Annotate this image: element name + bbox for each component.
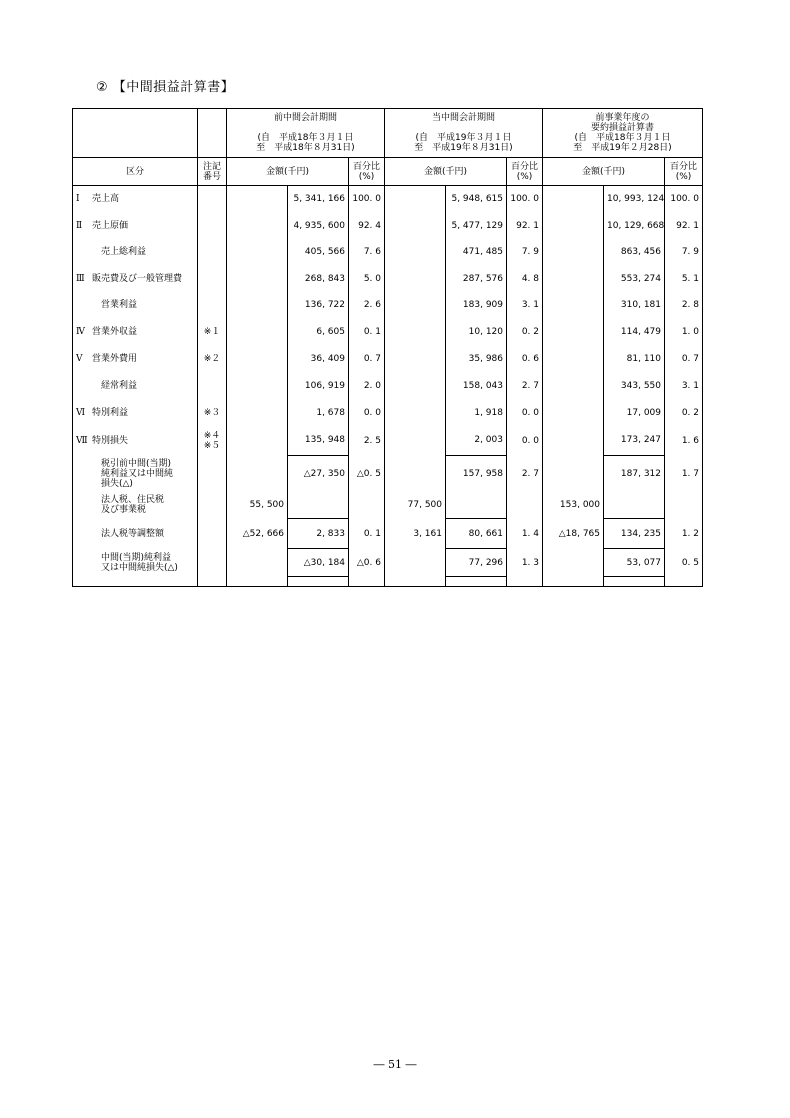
value-cell-p3r: 0. 5 xyxy=(665,549,703,577)
value-cell-p3a xyxy=(543,549,604,577)
row-label-text: 法人税、住民税 及び事業税 xyxy=(101,495,165,515)
value-cell-p1a: 55, 500 xyxy=(227,492,288,519)
value-cell-p2b: 10, 120 xyxy=(446,319,507,346)
value-cell-p1r: 7. 6 xyxy=(349,239,385,266)
value-cell-p1a xyxy=(227,266,288,292)
table-row xyxy=(73,400,703,426)
value-cell-p2r: 1. 3 xyxy=(507,549,543,577)
value-cell-p2a xyxy=(385,239,446,266)
value-cell-p1b: 5, 341, 166 xyxy=(288,186,349,213)
value-cell-p1b: △30, 184 xyxy=(288,549,349,577)
value-cell-p3b: 114, 479 xyxy=(604,319,665,346)
roman-numeral: Ⅴ xyxy=(76,354,83,364)
value-cell-p3a xyxy=(543,346,604,373)
value-cell-p3r: 0. 2 xyxy=(665,400,703,426)
value-cell-p2a xyxy=(385,549,446,577)
value-cell-p2a xyxy=(385,186,446,213)
note-ref xyxy=(198,266,227,292)
value-cell-p3b: 343, 550 xyxy=(604,373,665,400)
value-cell-p1r: 0. 1 xyxy=(349,519,385,549)
value-cell-p1a xyxy=(227,213,288,239)
table-row xyxy=(73,426,703,456)
value-cell-p2r: 0. 0 xyxy=(507,426,543,456)
note-ref xyxy=(198,213,227,239)
section-title: ② 【中間損益計算書】 xyxy=(96,80,235,95)
value-cell-p2r: 3. 1 xyxy=(507,292,543,319)
note-ref xyxy=(198,492,227,519)
value-cell-p2b: 5, 948, 615 xyxy=(446,186,507,213)
value-cell-p3a xyxy=(543,319,604,346)
value-cell-p1r: 2. 6 xyxy=(349,292,385,319)
value-cell-p3a xyxy=(543,213,604,239)
value-cell-p2b: 1, 918 xyxy=(446,400,507,426)
value-cell-p2b: 157, 958 xyxy=(446,456,507,492)
value-cell-p3b: 134, 235 xyxy=(604,519,665,549)
value-cell-p3a: 153, 000 xyxy=(543,492,604,519)
value-cell-p2r: 92. 1 xyxy=(507,213,543,239)
row-label xyxy=(73,319,198,346)
row-label xyxy=(73,456,198,492)
row-label-text: 営業外費用 xyxy=(92,354,138,364)
value-cell-p2a xyxy=(385,346,446,373)
row-label-text: 売上高 xyxy=(92,194,120,205)
value-cell-p1r: 5. 0 xyxy=(349,266,385,292)
value-cell-p3b xyxy=(604,492,665,519)
note-ref xyxy=(198,373,227,400)
roman-numeral: Ⅶ xyxy=(76,435,88,446)
value-cell-p1r: 2. 0 xyxy=(349,373,385,400)
value-cell-p1r: 100. 0 xyxy=(349,186,385,213)
value-cell-p2a: 77, 500 xyxy=(385,492,446,519)
value-cell-p1a xyxy=(227,426,288,456)
row-label xyxy=(73,346,198,373)
value-cell-p1a xyxy=(227,346,288,373)
note-text: ※１ xyxy=(203,327,221,337)
period-prior-fiscal-year: 前事業年度の 要約損益計算書 (自 平成18年３月１日 至 平成19年２月28日) xyxy=(543,109,703,158)
row-label-text: 営業外収益 xyxy=(92,327,138,337)
row-label-text: 法人税等調整額 xyxy=(101,528,165,539)
value-cell-p1b: △27, 350 xyxy=(288,456,349,492)
value-cell-p3a xyxy=(543,426,604,456)
value-cell-p3a xyxy=(543,373,604,400)
ratio-header-p2: 百分比 (%) xyxy=(507,158,543,186)
note-ref xyxy=(198,519,227,549)
row-label xyxy=(73,400,198,426)
row-label xyxy=(73,239,198,266)
amount-header-p1: 金額(千円) xyxy=(227,158,349,186)
table-row xyxy=(73,549,703,577)
value-cell-p1b: 135, 948 xyxy=(288,426,349,456)
table-row-spacer xyxy=(73,577,703,587)
period-header-row xyxy=(73,109,703,158)
value-cell-p2b: 158, 043 xyxy=(446,373,507,400)
roman-numeral: Ⅵ xyxy=(76,407,86,418)
value-cell-p1b: 6, 605 xyxy=(288,319,349,346)
value-cell-p3a xyxy=(543,400,604,426)
row-label-text: 売上原価 xyxy=(92,220,129,231)
row-label xyxy=(73,373,198,400)
row-label-text: 販売費及び一般管理費 xyxy=(92,273,183,284)
value-cell-p2b: 287, 576 xyxy=(446,266,507,292)
table-row xyxy=(73,519,703,549)
note-ref xyxy=(198,239,227,266)
note-ref xyxy=(198,186,227,213)
value-cell-p1a xyxy=(227,549,288,577)
note-ref xyxy=(198,400,227,426)
row-label-text: 税引前中間(当期) 純利益又は中間純 損失(△) xyxy=(101,458,174,489)
note-ref xyxy=(198,319,227,346)
note-text: ※４ ※５ xyxy=(203,430,221,451)
table-row xyxy=(73,239,703,266)
value-cell-p2a: 3, 161 xyxy=(385,519,446,549)
value-cell-p3b: 187, 312 xyxy=(604,456,665,492)
note-ref xyxy=(198,426,227,456)
value-cell-p3r: 5. 1 xyxy=(665,266,703,292)
value-cell-p1r: 2. 5 xyxy=(349,426,385,456)
value-cell-p3a xyxy=(543,292,604,319)
value-cell-p2a xyxy=(385,319,446,346)
value-cell-p3b: 10, 993, 124 xyxy=(604,186,665,213)
value-cell-p2r: 0. 2 xyxy=(507,319,543,346)
value-cell-p1b: 136, 722 xyxy=(288,292,349,319)
note-header: 注記 番号 xyxy=(198,158,227,186)
value-cell-p3a xyxy=(543,456,604,492)
value-cell-p2r xyxy=(507,492,543,519)
value-cell-p3r: 92. 1 xyxy=(665,213,703,239)
value-cell-p2b: 183, 909 xyxy=(446,292,507,319)
value-cell-p3a xyxy=(543,239,604,266)
row-label xyxy=(73,186,198,213)
table-row xyxy=(73,373,703,400)
row-label xyxy=(73,292,198,319)
value-cell-p1r: 0. 0 xyxy=(349,400,385,426)
income-statement-table xyxy=(72,108,703,587)
roman-numeral: Ⅲ xyxy=(76,273,85,284)
value-cell-p1a xyxy=(227,239,288,266)
roman-numeral: Ⅳ xyxy=(76,327,85,337)
value-cell-p1r: 92. 4 xyxy=(349,213,385,239)
value-cell-p3r: 1. 6 xyxy=(665,426,703,456)
value-cell-p3r: 1. 7 xyxy=(665,456,703,492)
value-cell-p2a xyxy=(385,373,446,400)
ratio-header-p1: 百分比 (%) xyxy=(349,158,385,186)
value-cell-p1b: 268, 843 xyxy=(288,266,349,292)
value-cell-p1a xyxy=(227,400,288,426)
period-current-interim: 当中間会計期間 (自 平成19年３月１日 至 平成19年８月31日) xyxy=(385,109,543,158)
roman-numeral: Ⅰ xyxy=(76,194,80,205)
ratio-header-p3: 百分比 (%) xyxy=(665,158,703,186)
value-cell-p1r: △0. 5 xyxy=(349,456,385,492)
value-cell-p2a xyxy=(385,266,446,292)
note-ref xyxy=(198,549,227,577)
value-cell-p3r: 3. 1 xyxy=(665,373,703,400)
table-row xyxy=(73,186,703,213)
value-cell-p2b: 80, 661 xyxy=(446,519,507,549)
value-cell-p3b: 553, 274 xyxy=(604,266,665,292)
value-cell-p1b xyxy=(288,492,349,519)
value-cell-p1b: 36, 409 xyxy=(288,346,349,373)
value-cell-p2r: 2. 7 xyxy=(507,456,543,492)
page-number: ― 51 ― xyxy=(373,1058,417,1071)
value-cell-p3a xyxy=(543,266,604,292)
value-cell-p2a xyxy=(385,292,446,319)
value-cell-p2r: 4. 8 xyxy=(507,266,543,292)
value-cell-p3b: 173, 247 xyxy=(604,426,665,456)
value-cell-p1a xyxy=(227,186,288,213)
row-label xyxy=(73,266,198,292)
value-cell-p3b: 17, 009 xyxy=(604,400,665,426)
value-cell-p1r: 0. 1 xyxy=(349,319,385,346)
value-cell-p2a xyxy=(385,213,446,239)
value-cell-p3r: 2. 8 xyxy=(665,292,703,319)
value-cell-p3a xyxy=(543,186,604,213)
value-cell-p1a xyxy=(227,456,288,492)
row-label-text: 営業利益 xyxy=(101,300,138,310)
value-cell-p2a xyxy=(385,400,446,426)
row-label-text: 売上総利益 xyxy=(101,247,147,257)
row-label xyxy=(73,519,198,549)
value-cell-p1b: 2, 833 xyxy=(288,519,349,549)
row-label-text: 特別損失 xyxy=(92,435,129,446)
value-cell-p1b: 1, 678 xyxy=(288,400,349,426)
value-cell-p2b: 471, 485 xyxy=(446,239,507,266)
table-row xyxy=(73,492,703,519)
value-cell-p3b: 863, 456 xyxy=(604,239,665,266)
note-ref xyxy=(198,292,227,319)
value-cell-p2a xyxy=(385,426,446,456)
value-cell-p1r: 0. 7 xyxy=(349,346,385,373)
table-row xyxy=(73,213,703,239)
value-cell-p3r: 1. 2 xyxy=(665,519,703,549)
row-label-text: 特別利益 xyxy=(92,407,129,418)
row-label xyxy=(73,213,198,239)
value-cell-p1a xyxy=(227,319,288,346)
value-cell-p1r xyxy=(349,492,385,519)
value-cell-p2b xyxy=(446,492,507,519)
value-cell-p2r: 0. 0 xyxy=(507,400,543,426)
value-cell-p2b: 35, 986 xyxy=(446,346,507,373)
value-cell-p2b: 2, 003 xyxy=(446,426,507,456)
note-ref xyxy=(198,346,227,373)
row-label xyxy=(73,549,198,577)
table-row xyxy=(73,319,703,346)
row-label xyxy=(73,492,198,519)
table-row xyxy=(73,456,703,492)
value-cell-p3r: 1. 0 xyxy=(665,319,703,346)
value-cell-p3a: △18, 765 xyxy=(543,519,604,549)
value-cell-p2r: 2. 7 xyxy=(507,373,543,400)
row-label-text: 経常利益 xyxy=(101,381,138,391)
row-label-text: 中間(当期)純利益 又は中間純損失(△) xyxy=(101,552,178,573)
value-cell-p3r: 100. 0 xyxy=(665,186,703,213)
value-cell-p1b: 405, 566 xyxy=(288,239,349,266)
value-cell-p3r xyxy=(665,492,703,519)
table-row xyxy=(73,346,703,373)
value-cell-p3r: 7. 9 xyxy=(665,239,703,266)
period-prior-interim: 前中間会計期間 (自 平成18年３月１日 至 平成18年８月31日) xyxy=(227,109,385,158)
value-cell-p2r: 1. 4 xyxy=(507,519,543,549)
amount-header-p2: 金額(千円) xyxy=(385,158,507,186)
value-cell-p1a xyxy=(227,373,288,400)
value-cell-p2r: 7. 9 xyxy=(507,239,543,266)
value-cell-p2b: 5, 477, 129 xyxy=(446,213,507,239)
value-cell-p3r: 0. 7 xyxy=(665,346,703,373)
value-cell-p3b: 10, 129, 668 xyxy=(604,213,665,239)
value-cell-p1b: 106, 919 xyxy=(288,373,349,400)
value-cell-p1b: 4, 935, 600 xyxy=(288,213,349,239)
category-header: 区分 xyxy=(73,158,198,186)
amount-header-p3: 金額(千円) xyxy=(543,158,665,186)
row-label xyxy=(73,426,198,456)
value-cell-p2r: 100. 0 xyxy=(507,186,543,213)
value-cell-p3b: 310, 181 xyxy=(604,292,665,319)
value-cell-p2b: 77, 296 xyxy=(446,549,507,577)
note-text: ※３ xyxy=(203,407,221,418)
value-cell-p2a xyxy=(385,456,446,492)
roman-numeral: Ⅱ xyxy=(76,220,83,231)
value-cell-p2r: 0. 6 xyxy=(507,346,543,373)
note-ref xyxy=(198,456,227,492)
column-header-row xyxy=(73,158,703,186)
value-cell-p3b: 81, 110 xyxy=(604,346,665,373)
table-row xyxy=(73,266,703,292)
value-cell-p1a: △52, 666 xyxy=(227,519,288,549)
value-cell-p1r: △0. 6 xyxy=(349,549,385,577)
value-cell-p3b: 53, 077 xyxy=(604,549,665,577)
note-text: ※２ xyxy=(203,354,221,364)
value-cell-p1a xyxy=(227,292,288,319)
table-row xyxy=(73,292,703,319)
